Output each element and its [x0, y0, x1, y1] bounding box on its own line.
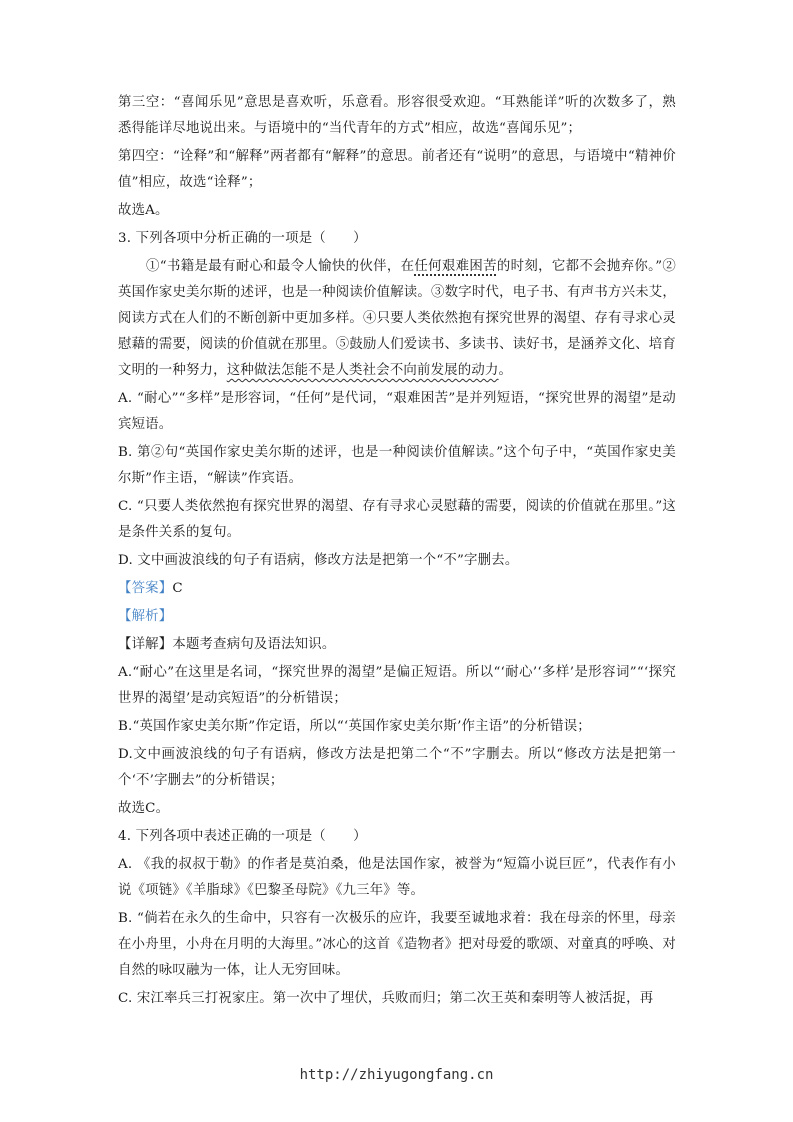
question-4-stem: 4. 下列各项中表述正确的一项是（ ）: [118, 829, 367, 844]
footer-url[interactable]: http://zhiyugongfang.cn: [299, 1067, 494, 1083]
question-4-option-b: B. “倘若在永久的生命中，只容有一次极乐的应许，我要至诚地求着：我在母亲的怀里，母亲在小舟里，小舟在月明的大海里。”冰心的这首《造物者》把对母爱的歌颂、对童真的呼唤、对自然的咏叹融为一体，让人无穷回味。: [118, 911, 676, 978]
question-3-passage: [118, 254, 676, 384]
passage-text-1: ①“书籍是最有耐心和最令人愉快的伙伴，在: [146, 259, 415, 274]
document-page: [118, 90, 676, 1014]
explanation-b: B.“英国作家史美尔斯”作定语，所以“‘英国作家史美尔斯’作主语”的分析错误；: [118, 719, 591, 734]
paragraph-fourth-blank: 第四空：“诠释”和“解释”两者都有“解释”的意思。前者还有“说明”的意思，与语境中“精神价值”相应，故选“诠释”；: [118, 149, 676, 190]
question-3-option-d: D. 文中画波浪线的句子有语病，修改方法是把第一个“不”字删去。: [118, 553, 519, 568]
question-4-option-c: C. 宋江率兵三打祝家庄。第一次中了埋伏，兵败而归；第二次王英和秦明等人被活捉，再: [118, 991, 654, 1006]
analysis-tag: 【解析】: [118, 609, 173, 624]
answer-value: C: [172, 581, 183, 596]
passage-wavy-text: 这种做法怎能不是人类社会不向前发展的动力: [226, 363, 499, 378]
paragraph-third-blank: 第三空：“喜闻乐见”意思是喜欢听，乐意看。形容很受欢迎。“耳熟能详”听的次数多了，熟悉得能详尽地说出来。与语境中的“当代青年的方式”相应，故选“喜闻乐见”；: [118, 95, 676, 136]
conclusion-choose-c: 故选C。: [118, 801, 170, 816]
passage-text-2: 的时刻，它都不会抛弃你。”②英国作家史美尔斯的述评，也是一种阅读价值解读。③数字时代，电子书、有声书方兴未艾，阅读方式在人们的不断创新中更加多样。④只要人类依然抱有探究世界的渴望、存有寻求心灵慰藉的需要，阅读的价值就在那里。⑤鼓励人们爱读书、多读书、读好书，是涵养文化、培育文明的一种努力，: [118, 259, 676, 378]
explanation-a: A.“耐心”在这里是名词，“探究世界的渴望”是偏正短语。所以“‘耐心’‘多样’是形容词”“‘探究世界的渴望’是动宾短语”的分析错误；: [118, 665, 676, 706]
passage-text-3: 。: [498, 363, 513, 378]
question-4-option-a: A. 《我的叔叔于勒》的作者是莫泊桑，他是法国作家，被誉为“短篇小说巨匠”，代表作有小说《项链》《羊脂球》《巴黎圣母院》《九三年》等。: [118, 857, 676, 898]
question-3-stem: 3. 下列各项中分析正确的一项是（ ）: [118, 231, 367, 246]
explanation-d: D.文中画波浪线的句子有语病，修改方法是把第二个“不”字删去。所以“修改方法是把第一个‘不’字删去”的分析错误；: [118, 747, 676, 788]
passage-dotted-text: 任何艰难困苦: [414, 259, 497, 274]
question-3-option-b: B. 第②句“英国作家史美尔斯的述评，也是一种阅读价值解读。”这个句子中，“英国作家史美尔斯”作主语，“解读”作宾语。: [118, 445, 676, 486]
question-3-option-c: C. “只要人类依然抱有探究世界的渴望、存有寻求心灵慰藉的需要，阅读的价值就在那里。”这是条件关系的复句。: [118, 499, 676, 540]
detail-line: 【详解】本题考查病句及语法知识。: [118, 637, 336, 652]
answer-line: [118, 576, 676, 602]
paragraph-choose-a: 故选A。: [118, 203, 169, 218]
answer-tag: 【答案】: [118, 581, 173, 596]
question-3-option-a: A. “耐心”“多样”是形容词，“任何”是代词，“艰难困苦”是并列短语，“探究世界的渴望”是动宾短语。: [118, 391, 676, 432]
